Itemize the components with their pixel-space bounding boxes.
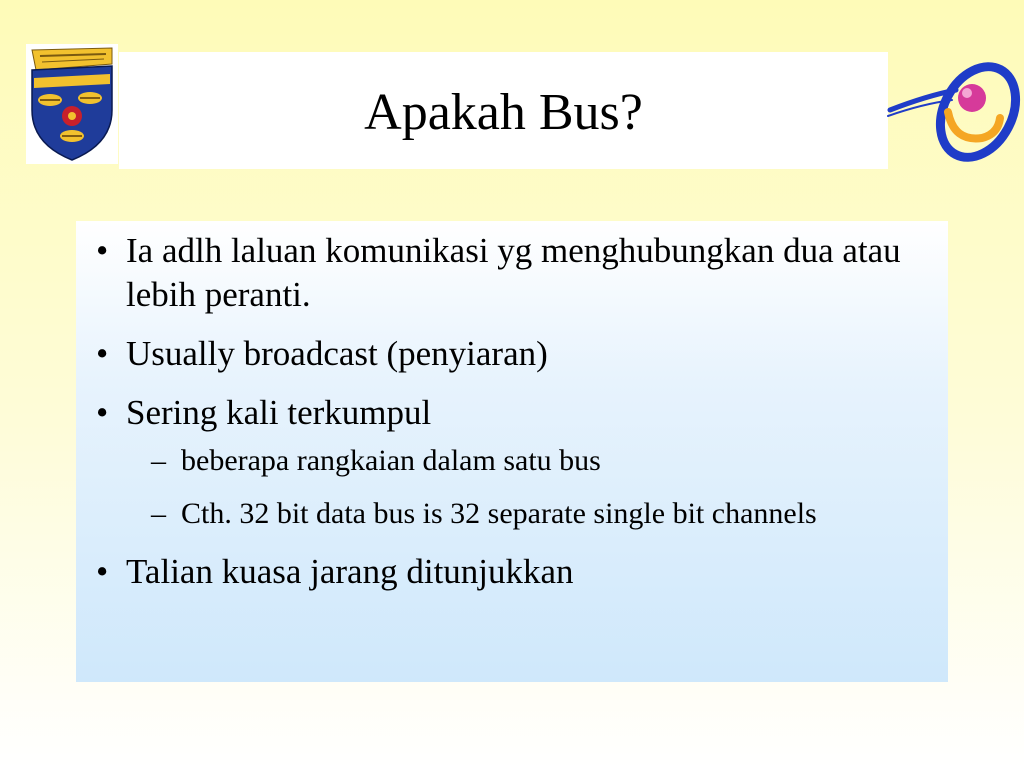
- sub-bullet-marker: –: [151, 444, 166, 477]
- sub-bullet-text: beberapa rangkaian dalam satu bus: [181, 444, 601, 477]
- bullet-text: Usually broadcast (penyiaran): [126, 334, 548, 373]
- bullet-item: [86, 229, 918, 317]
- bullet-marker: •: [96, 334, 109, 373]
- slide-title: Apakah Bus?: [364, 83, 643, 141]
- title-box: [119, 52, 888, 169]
- sub-bullet-item: [86, 444, 918, 478]
- bullet-item: [86, 391, 918, 435]
- bullet-marker: •: [96, 231, 109, 270]
- sub-bullet-text: Cth. 32 bit data bus is 32 separate single bit channels: [181, 497, 817, 530]
- bullet-item: [86, 550, 918, 594]
- sub-bullet-item: [86, 497, 918, 531]
- sub-bullet-group: [86, 444, 918, 531]
- bullet-text: Talian kuasa jarang ditunjukkan: [126, 552, 574, 591]
- bullet-text: Sering kali terkumpul: [126, 393, 432, 432]
- bullet-text: Ia adlh laluan komunikasi yg menghubungkan dua atau lebih peranti.: [126, 231, 901, 314]
- bullet-list: [76, 221, 948, 594]
- orbit-logo-icon: [886, 38, 1024, 164]
- content-box: [76, 221, 948, 682]
- bullet-marker: •: [96, 393, 109, 432]
- bullet-marker: •: [96, 552, 109, 591]
- sub-bullet-list: [86, 444, 918, 531]
- bullet-item: [86, 332, 918, 376]
- university-crest-icon: [26, 44, 118, 164]
- sub-bullet-marker: –: [151, 497, 166, 530]
